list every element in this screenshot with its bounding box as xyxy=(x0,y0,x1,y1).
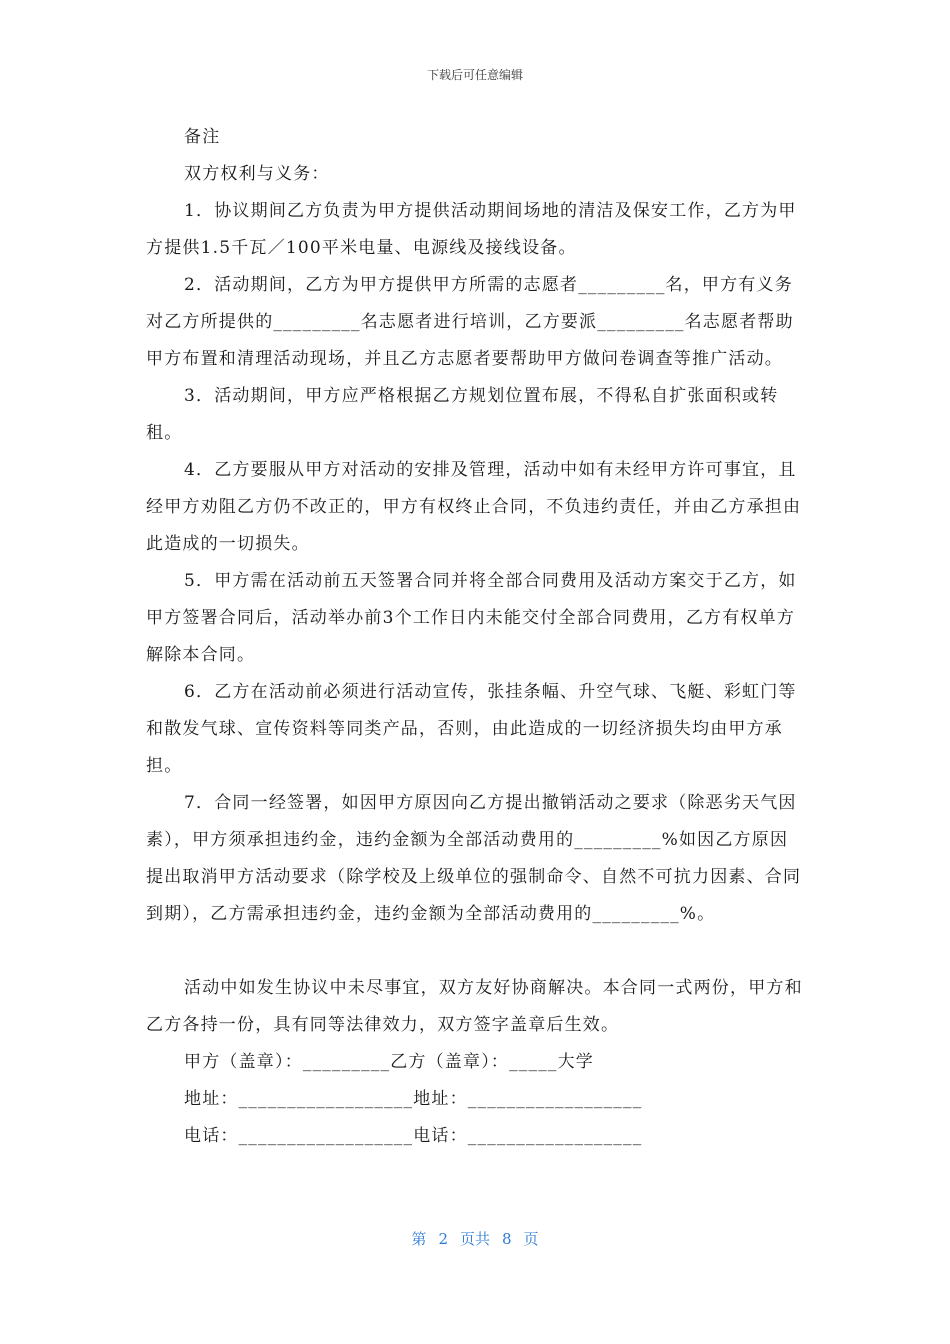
note-heading: 备注 xyxy=(184,127,221,147)
clause-2: 2．活动期间，乙方为甲方提供甲方所需的志愿者_________名，甲方有义务对乙方所提供的_________名志愿者进行培训，乙方要派_________名志愿者帮助甲方布置和清理活动现场，并且乙方志愿者要帮助甲方做问卷调查等推广活动。 xyxy=(146,275,794,369)
signature-phone-line: 电话：__________________电话：__________________ xyxy=(184,1126,643,1146)
document-body xyxy=(146,119,806,1155)
clause-5: 5．甲方需在活动前五天签署合同并将全部合同费用及活动方案交于乙方，如甲方签署合同后，活动举办前3个工作日内未能交付全部合同费用，乙方有权单方解除本合同。 xyxy=(146,571,797,665)
clause-6: 6．乙方在活动前必须进行活动宣传，张挂条幅、升空气球、飞艇、彩虹门等和散发气球、宣传资料等同类产品，否则，由此造成的一切经济损失均由甲方承担。 xyxy=(146,682,797,776)
paragraph-gap xyxy=(146,933,806,970)
page-header: 下载后可任意编辑 xyxy=(426,68,523,82)
clause-3: 3．活动期间，甲方应严格根据乙方规划位置布展，不得私自扩张面积或转租。 xyxy=(146,386,779,443)
clause-7: 7．合同一经签署，如因甲方原因向乙方提出撤销活动之要求（除恶劣天气因素），甲方须承担违约金，违约金额为全部活动费用的_________%如因乙方原因提出取消甲方活动要求（除学校及上级单位的强制命令、自然不可抗力因素、合同到期），乙方需承担违约金，违约金额为全部活动费用的_________%。 xyxy=(146,793,802,924)
page-footer xyxy=(0,1228,950,1249)
footer-page-number: 2 xyxy=(438,1230,448,1248)
footer-prefix: 第 xyxy=(411,1230,427,1248)
footer-total-pages: 8 xyxy=(502,1230,512,1248)
clause-4: 4．乙方要服从甲方对活动的安排及管理，活动中如有未经甲方许可事宜，且经甲方劝阻乙方仍不改正的，甲方有权终止合同，不负违约责任，并由乙方承担由此造成的一切损失。 xyxy=(146,460,802,554)
signature-seal-line: 甲方（盖章）：_________乙方（盖章）：_____大学 xyxy=(184,1052,594,1072)
final-clause: 活动中如发生协议中未尽事宜，双方友好协商解决。本合同一式两份，甲方和乙方各持一份，具有同等法律效力，双方签字盖章后生效。 xyxy=(146,978,803,1035)
clause-1: 1．协议期间乙方负责为甲方提供活动期间场地的清洁及保安工作，乙方为甲方提供1.5千瓦／100平米电量、电源线及接线设备。 xyxy=(146,201,797,258)
rights-heading: 双方权利与义务： xyxy=(184,164,330,184)
footer-suffix: 页 xyxy=(523,1230,539,1248)
footer-middle: 页共 xyxy=(459,1230,490,1248)
signature-address-line: 地址：__________________地址：__________________ xyxy=(184,1089,643,1109)
